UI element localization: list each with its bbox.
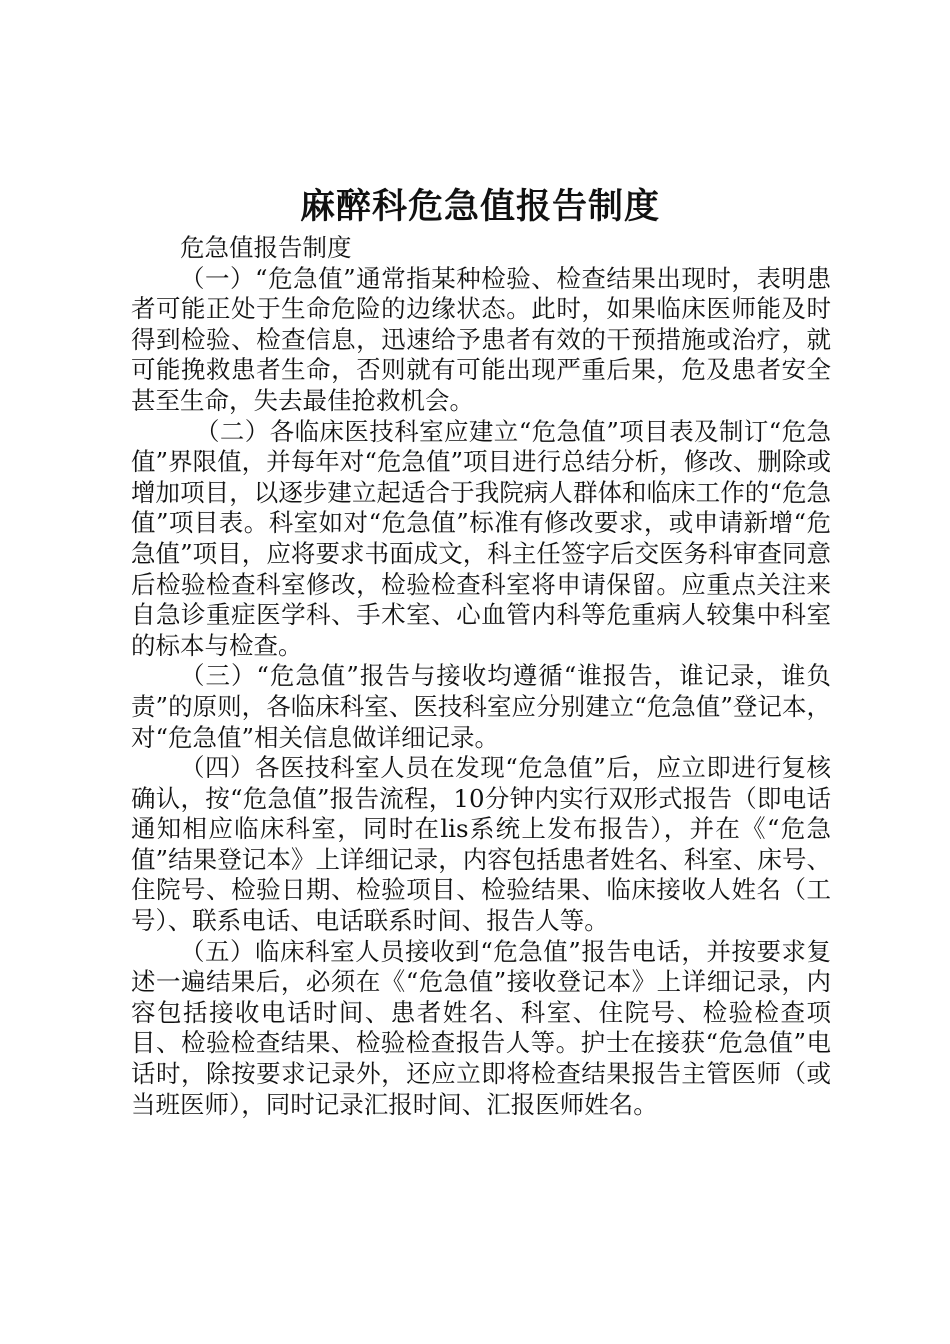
paragraph-2: （二）各临床医技科室应建立“危急值”项目表及制订“危急值”界限值，并每年对“危急值”项目进行总结分析，修改、删除或增加项目，以逐步建立起适合于我院病人群体和临床工作的“危急值”项目表。科室如对“危急值”标准有修改要求，或申请新增“危急值”项目，应将要求书面成文，科主任签字后交医务科审查同意后检验检查科室修改，检验检查科室将申请保留。应重点关注来自急诊重症医学科、手术室、心血管内科等危重病人较集中科室的标本与检查。 [131, 416, 831, 660]
paragraph-5: （五）临床科室人员接收到“危急值”报告电话，并按要求复述一遍结果后，必须在《“危急值”接收登记本》上详细记录，内容包括接收电话时间、患者姓名、科室、住院号、检验检查项目、检验检查结果、检验检查报告人等。护士在接获“危急值”电话时，除按要求记录外，还应立即将检查结果报告主管医师（或当班医师），同时记录汇报时间、汇报医师姓名。 [131, 936, 831, 1119]
document-title: 麻醉科危急值报告制度 [299, 186, 660, 227]
paragraph-4: （四）各医技科室人员在发现“危急值”后，应立即进行复核确认，按“危急值”报告流程，10分钟内实行双形式报告（即电话通知相应临床科室，同时在lis系统上发布报告），并在《“危急值”结果登记本》上详细记录，内容包括患者姓名、科室、床号、住院号、检验日期、检验项目、检验结果、临床接收人姓名（工号）、联系电话、电话联系时间、报告人等。 [131, 753, 831, 936]
paragraph-1: （一）“危急值”通常指某种检验、检查结果出现时，表明患者可能正处于生命危险的边缘状态。此时，如果临床医师能及时得到检验、检查信息，迅速给予患者有效的干预措施或治疗，就可能挽救患者生命，否则就有可能出现严重后果，危及患者安全甚至生命，失去最佳抢救机会。 [131, 263, 831, 415]
paragraph-3: （三）“危急值”报告与接收均遵循“谁报告，谁记录，谁负责”的原则，各临床科室、医技科室应分别建立“危急值”登记本，对“危急值”相关信息做详细记录。 [131, 661, 831, 752]
document-body [131, 233, 831, 1120]
section-heading: 危急值报告制度 [180, 233, 352, 262]
